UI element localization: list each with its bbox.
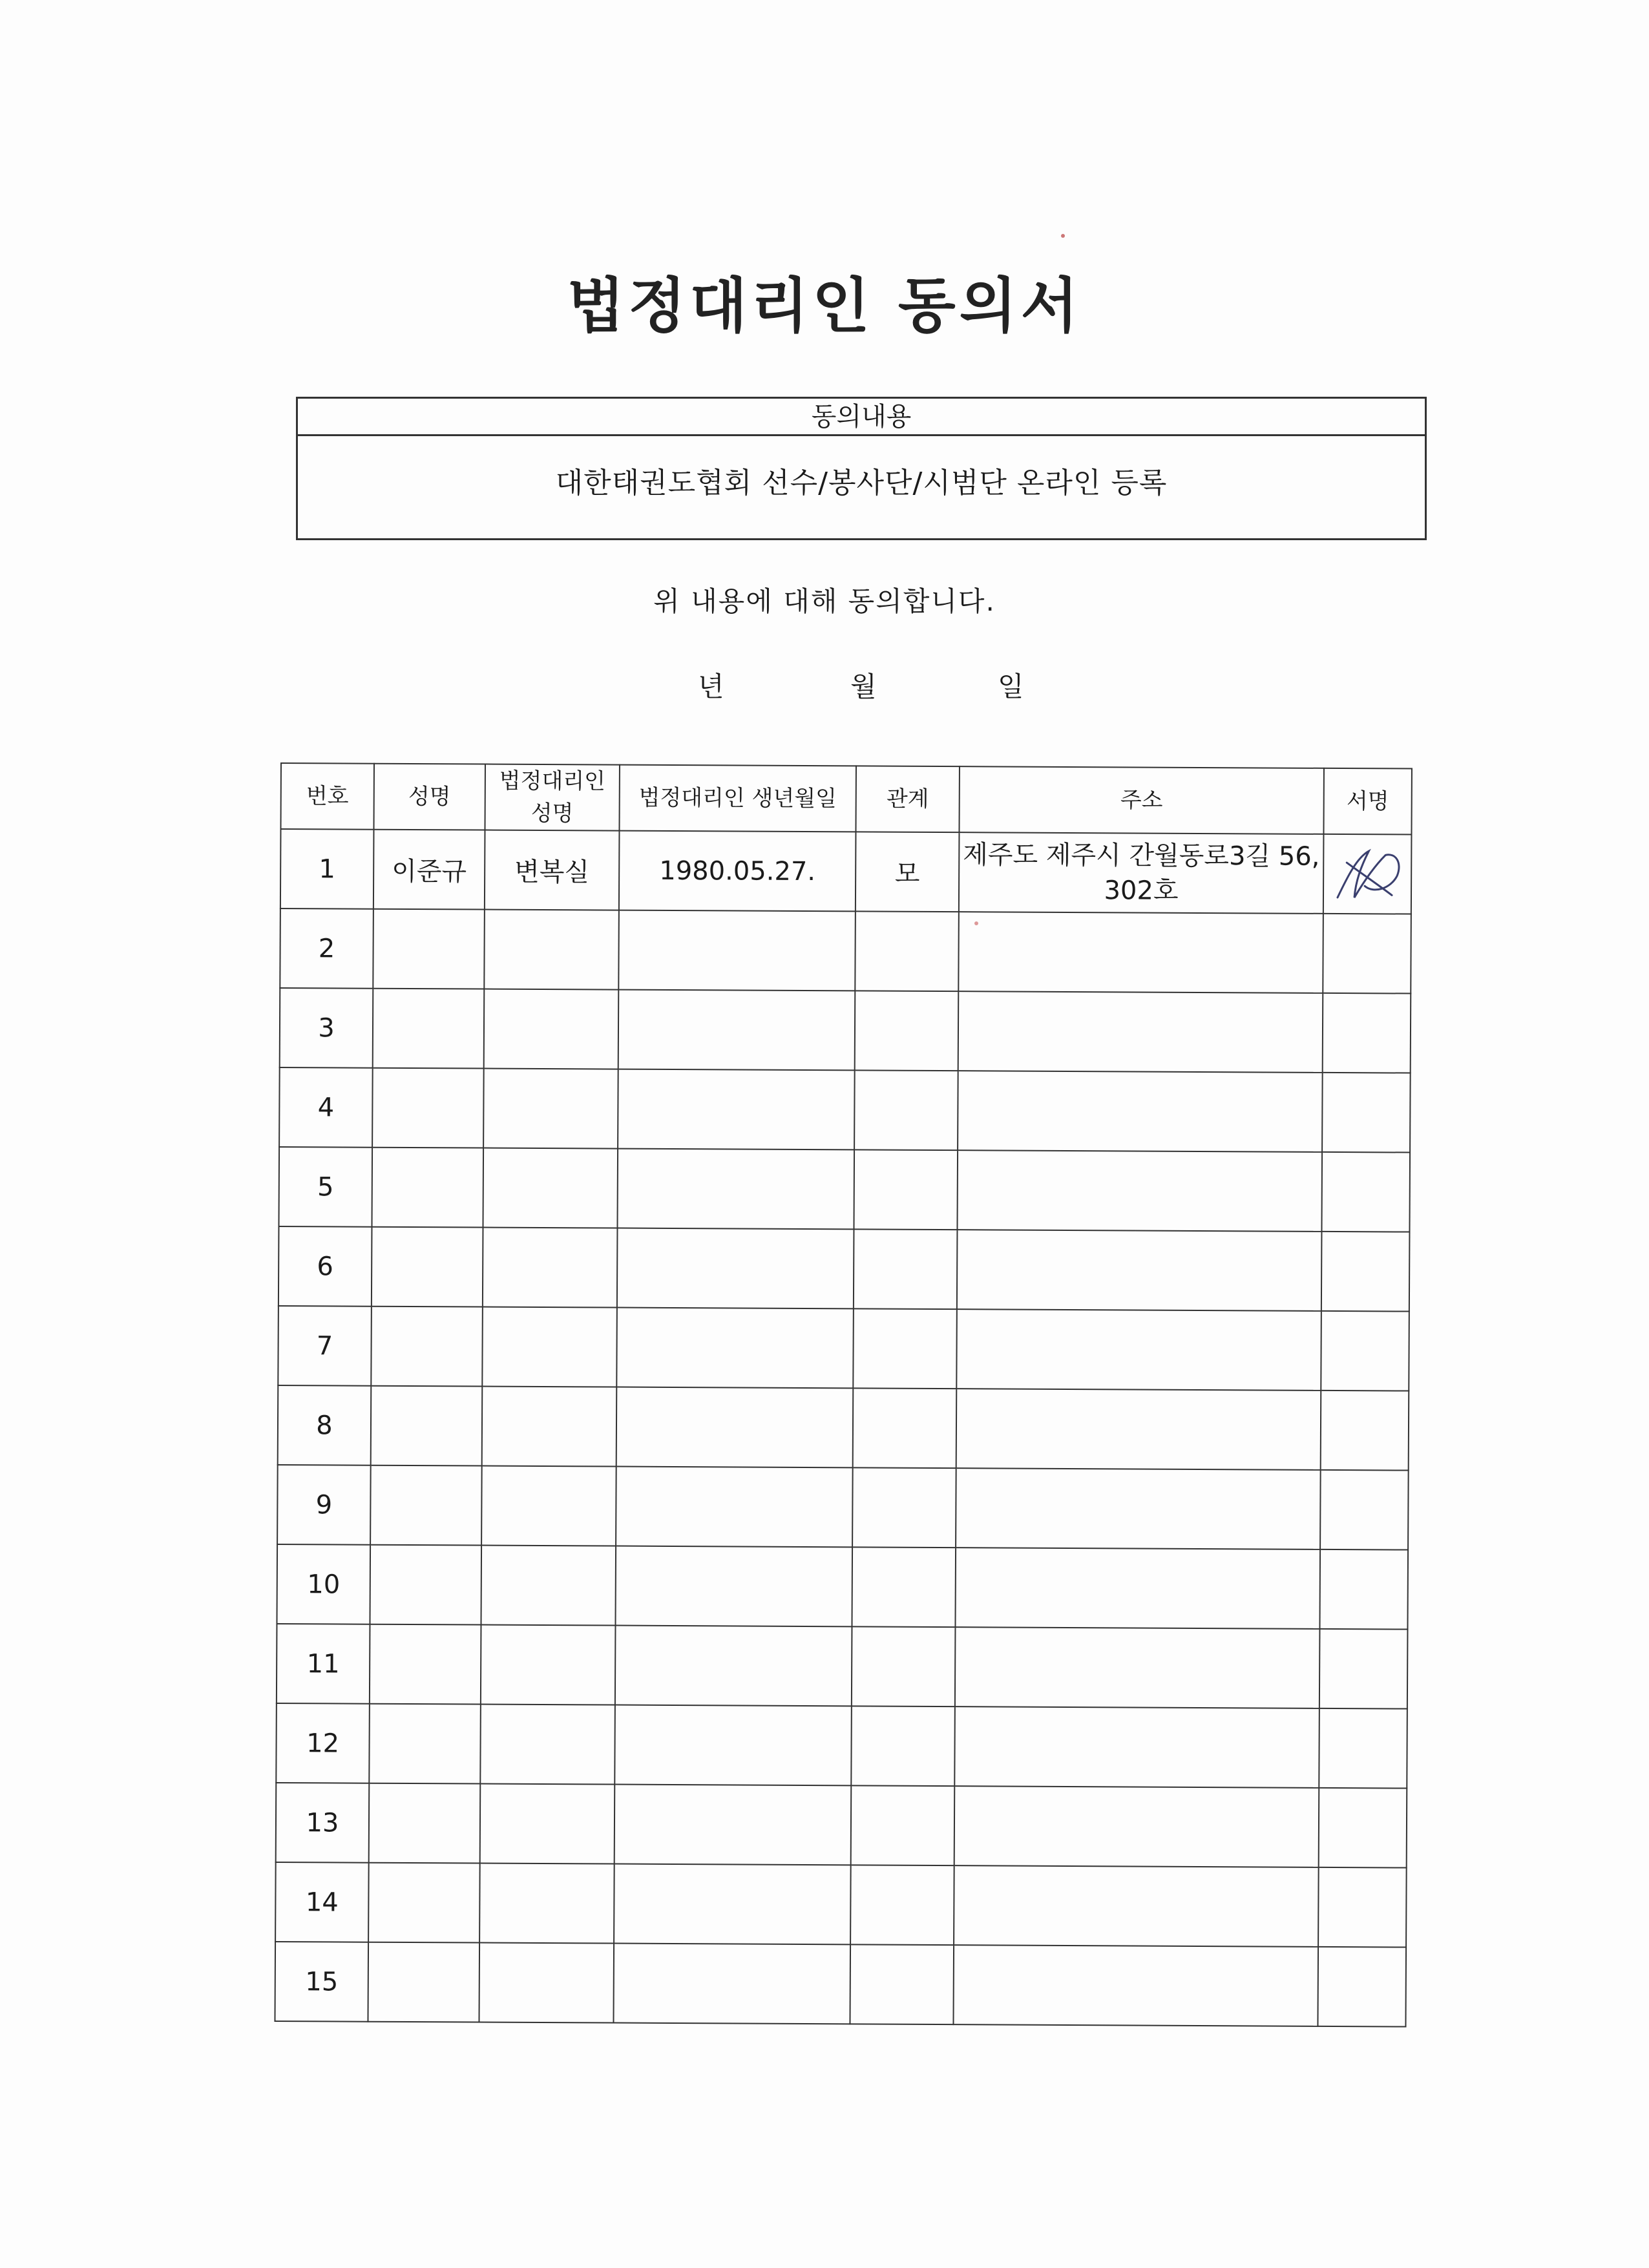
cell-name xyxy=(372,1148,483,1228)
cell-name: 이준규 xyxy=(373,830,485,910)
table-row xyxy=(278,1385,1409,1471)
cell-signature xyxy=(1321,1391,1409,1471)
cell-address xyxy=(954,1706,1319,1788)
cell-address xyxy=(953,1945,1318,2026)
cell-relation xyxy=(850,1944,954,2024)
table-row xyxy=(277,1465,1409,1550)
cell-address xyxy=(956,1389,1321,1470)
table-row xyxy=(278,1147,1410,1232)
cell-guardian-birth xyxy=(616,1467,853,1548)
cell-address xyxy=(955,1627,1320,1708)
cell-relation xyxy=(855,911,959,991)
cell-signature xyxy=(1318,1947,1406,2027)
cell-signature xyxy=(1318,1867,1407,1948)
header-guardian-name: 법정대리인 성명 xyxy=(485,764,619,831)
cell-name xyxy=(372,1068,484,1148)
cell-no: 1 xyxy=(280,829,374,909)
cell-signature xyxy=(1323,993,1411,1073)
cell-guardian-birth xyxy=(618,1069,855,1150)
cell-guardian-birth: 1980.05.27. xyxy=(619,831,856,912)
cell-relation xyxy=(850,1865,954,1945)
cell-address: 제주도 제주시 간월동로3길 56, 302호 xyxy=(959,832,1324,914)
cell-no: 13 xyxy=(276,1783,370,1863)
table-row xyxy=(276,1703,1407,1789)
cell-no: 2 xyxy=(280,908,373,989)
cell-no: 9 xyxy=(277,1465,371,1545)
cell-guardian-name xyxy=(479,1864,614,1944)
cell-name xyxy=(370,1545,481,1625)
cell-signature xyxy=(1319,1788,1407,1868)
cell-guardian-name xyxy=(481,1625,616,1705)
cell-relation: 모 xyxy=(856,832,960,912)
header-relation: 관계 xyxy=(856,766,959,832)
cell-guardian-name xyxy=(480,1705,615,1785)
cell-guardian-name xyxy=(483,1148,618,1228)
cell-address xyxy=(957,1230,1322,1311)
cell-guardian-birth xyxy=(614,1864,851,1945)
cell-guardian-birth xyxy=(618,990,856,1071)
cell-signature xyxy=(1321,1232,1410,1312)
cell-guardian-name xyxy=(482,1387,617,1467)
cell-no: 6 xyxy=(278,1226,372,1307)
cell-no: 12 xyxy=(276,1703,370,1783)
header-address: 주소 xyxy=(959,766,1323,834)
cell-signature xyxy=(1322,1073,1411,1153)
cell-name xyxy=(369,1783,481,1864)
cell-guardian-name xyxy=(480,1784,615,1864)
cell-no: 7 xyxy=(278,1306,372,1386)
cell-no: 3 xyxy=(280,988,373,1068)
cell-guardian-name xyxy=(482,1307,617,1387)
cell-guardian-birth xyxy=(616,1387,854,1468)
cell-no: 5 xyxy=(278,1147,372,1227)
cell-name xyxy=(373,909,485,989)
table-row xyxy=(278,1226,1410,1312)
cell-no: 14 xyxy=(275,1862,369,1942)
cell-no: 11 xyxy=(277,1624,370,1704)
header-name: 성명 xyxy=(373,764,485,830)
cell-guardian-name xyxy=(479,1943,614,2023)
header-guardian-birth: 법정대리인 생년월일 xyxy=(619,765,856,832)
cell-guardian-birth xyxy=(617,1228,854,1309)
cell-guardian-birth xyxy=(617,1149,854,1230)
cell-name xyxy=(372,1227,483,1307)
cell-address xyxy=(957,1150,1322,1232)
cell-name xyxy=(371,1307,483,1387)
cell-signature xyxy=(1323,914,1411,994)
cell-address xyxy=(954,1865,1319,1947)
date-year-label: 년 xyxy=(698,671,724,702)
cell-guardian-birth xyxy=(613,1944,850,2024)
cell-signature xyxy=(1321,1311,1409,1391)
cell-relation xyxy=(854,1070,958,1150)
cell-no: 4 xyxy=(279,1067,373,1148)
cell-name xyxy=(370,1624,481,1705)
cell-relation xyxy=(852,1626,956,1706)
cell-address xyxy=(956,1309,1321,1391)
header-signature: 서명 xyxy=(1323,768,1411,835)
table-row xyxy=(277,1624,1408,1709)
agreement-statement: 위 내용에 대해 동의합니다. xyxy=(653,585,996,617)
cell-guardian-name xyxy=(483,1228,618,1308)
cell-address xyxy=(954,1786,1319,1867)
cell-address xyxy=(958,991,1323,1073)
cell-signature xyxy=(1323,834,1412,914)
cell-address xyxy=(956,1468,1321,1549)
cell-guardian-birth xyxy=(615,1546,852,1627)
cell-guardian-name xyxy=(483,1069,618,1149)
cell-name xyxy=(368,1942,479,2022)
table-row xyxy=(275,1942,1406,2027)
cell-guardian-name xyxy=(484,910,619,990)
cell-relation xyxy=(853,1388,957,1468)
cell-no: 15 xyxy=(275,1942,368,2022)
cell-name xyxy=(370,1465,482,1546)
table-row xyxy=(280,908,1411,994)
table-row xyxy=(275,1862,1407,1948)
cell-address xyxy=(955,1548,1320,1629)
cell-signature xyxy=(1319,1708,1407,1789)
cell-relation xyxy=(854,1150,958,1230)
cell-name xyxy=(373,989,485,1069)
handwritten-signature xyxy=(1329,843,1406,905)
cell-guardian-birth xyxy=(614,1705,852,1786)
table-row xyxy=(280,829,1412,914)
cell-relation xyxy=(852,1467,956,1548)
cell-name xyxy=(369,1704,481,1784)
cell-relation xyxy=(854,1229,958,1309)
cell-guardian-birth xyxy=(618,910,856,991)
date-month-label: 월 xyxy=(850,671,877,702)
consent-content: 대한태권도협회 선수/봉사단/시범단 온라인 등록 xyxy=(555,467,1168,499)
table-row xyxy=(277,1544,1408,1630)
cell-address xyxy=(958,912,1323,993)
consent-content-box xyxy=(296,397,1427,540)
cell-signature xyxy=(1319,1549,1408,1630)
cell-no: 8 xyxy=(278,1385,372,1465)
cell-relation xyxy=(851,1706,955,1786)
cell-relation xyxy=(853,1308,957,1389)
paper-speck xyxy=(974,921,978,925)
cell-guardian-birth xyxy=(615,1626,852,1706)
cell-guardian-name: 변복실 xyxy=(485,830,620,910)
cell-signature xyxy=(1321,1152,1410,1232)
cell-no: 10 xyxy=(277,1544,370,1624)
date-day-label: 일 xyxy=(998,671,1024,702)
page-title: 법정대리인 동의서 xyxy=(567,271,1082,341)
cell-signature xyxy=(1319,1629,1408,1709)
guardian-signature-table xyxy=(274,762,1413,2028)
table-row xyxy=(278,1306,1409,1391)
table-row xyxy=(280,988,1411,1073)
cell-guardian-birth xyxy=(616,1308,854,1389)
paper-speck xyxy=(1061,234,1065,238)
cell-address xyxy=(958,1071,1323,1152)
consent-header: 동의내용 xyxy=(298,399,1425,436)
cell-signature xyxy=(1320,1470,1409,1550)
cell-guardian-name xyxy=(481,1466,616,1546)
table-row xyxy=(276,1783,1407,1868)
table-row xyxy=(279,1067,1411,1153)
cell-relation xyxy=(851,1785,955,1865)
cell-guardian-birth xyxy=(614,1785,852,1865)
cell-guardian-name xyxy=(481,1546,616,1626)
header-no: 번호 xyxy=(280,763,373,830)
cell-name xyxy=(368,1863,480,1943)
cell-relation xyxy=(855,991,959,1071)
cell-guardian-name xyxy=(484,989,619,1069)
cell-name xyxy=(371,1386,483,1466)
table-header-row xyxy=(280,763,1411,835)
cell-relation xyxy=(852,1547,956,1627)
